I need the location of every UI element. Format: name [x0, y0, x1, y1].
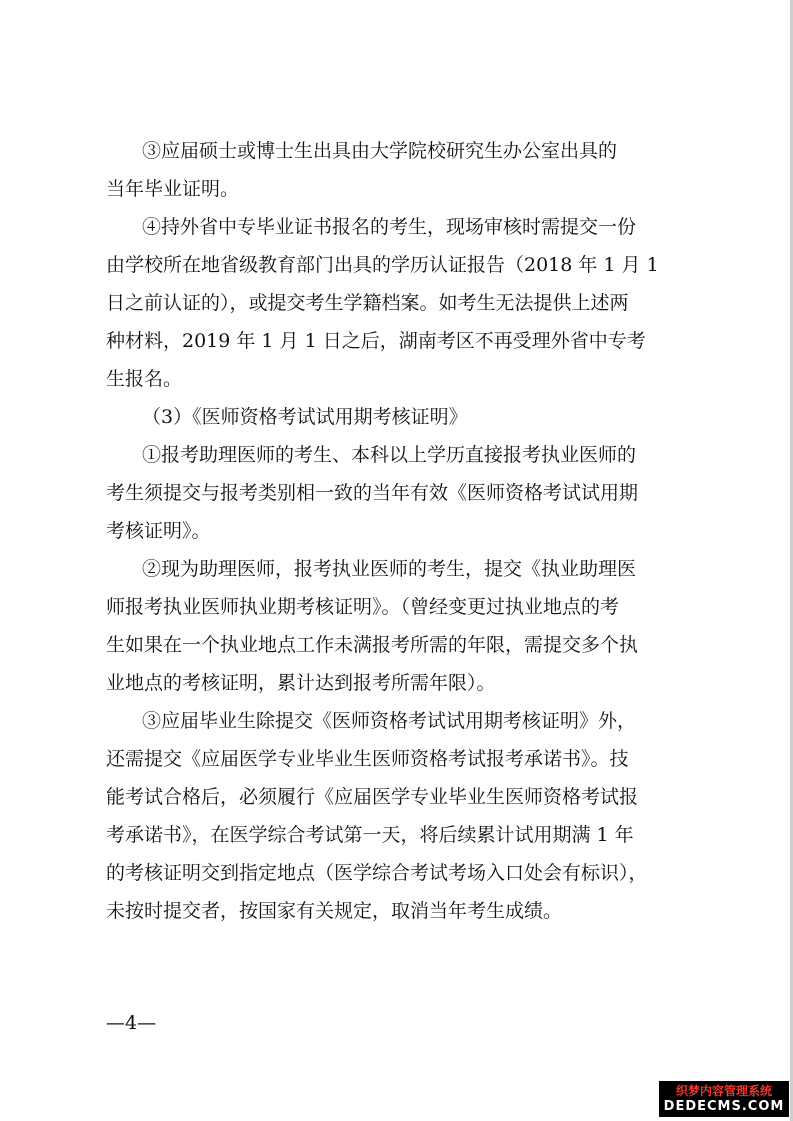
text-line: 考生须提交与报考类别相一致的当年有效《医师资格考试试用期: [106, 482, 639, 504]
text-line: 还需提交《应届医学专业毕业生医师资格考试报考承诺书》。技: [106, 748, 629, 770]
watermark-logo: [659, 1081, 789, 1117]
text-line: ②现为助理医师，报考执业医师的考生，提交《执业助理医: [142, 558, 637, 580]
text-line: 由学校所在地省级教育部门出具的学历认证报告（2018 年 1 月 1: [106, 254, 659, 276]
text-line: ④持外省中专毕业证书报名的考生，现场审核时需提交一份: [142, 216, 637, 238]
text-line: 师报考执业医师执业期考核证明》。（曾经变更过执业地点的考: [106, 596, 620, 618]
text-line: ①报考助理医师的考生、本科以上学历直接报考执业医师的: [142, 444, 637, 466]
text-line: 未按时提交者，按国家有关规定，取消当年考生成绩。: [106, 900, 563, 922]
text-line: 能考试合格后，必须履行《应届医学专业毕业生医师资格考试报: [106, 786, 639, 808]
section-heading: （3）《医师资格考试试用期考核证明》: [142, 406, 468, 428]
text-line: 考核证明》。: [106, 520, 211, 542]
text-line: 当年毕业证明。: [106, 178, 240, 200]
text-line: 种材料，2019 年 1 月 1 日之后，湖南考区不再受理外省中专考: [106, 330, 646, 352]
text-line: 的考核证明交到指定地点（医学综合考试考场入口处会有标识），: [106, 862, 648, 884]
text-line: 生如果在一个执业地点工作未满报考所需的年限，需提交多个执: [106, 634, 639, 656]
document-body: [106, 132, 696, 930]
watermark-chinese-text: 织梦内容管理系统: [675, 1084, 772, 1098]
text-line: 生报名。: [106, 368, 183, 390]
text-line: 业地点的考核证明，累计达到报考所需年限）。: [106, 672, 496, 694]
text-line: 日之前认证的），或提交考生学籍档案。如考生无法提供上述两: [106, 292, 629, 314]
text-line: ③应届硕士或博士生出具由大学院校研究生办公室出具的: [142, 140, 618, 162]
text-line: 考承诺书》，在医学综合考试第一天，将后续累计试用期满 1 年: [106, 824, 634, 846]
text-line: ③应届毕业生除提交《医师资格考试试用期考核证明》外，: [142, 710, 637, 732]
watermark-english-text: DEDECMS.COM: [663, 1099, 785, 1114]
page-number: —4—: [106, 1012, 157, 1034]
